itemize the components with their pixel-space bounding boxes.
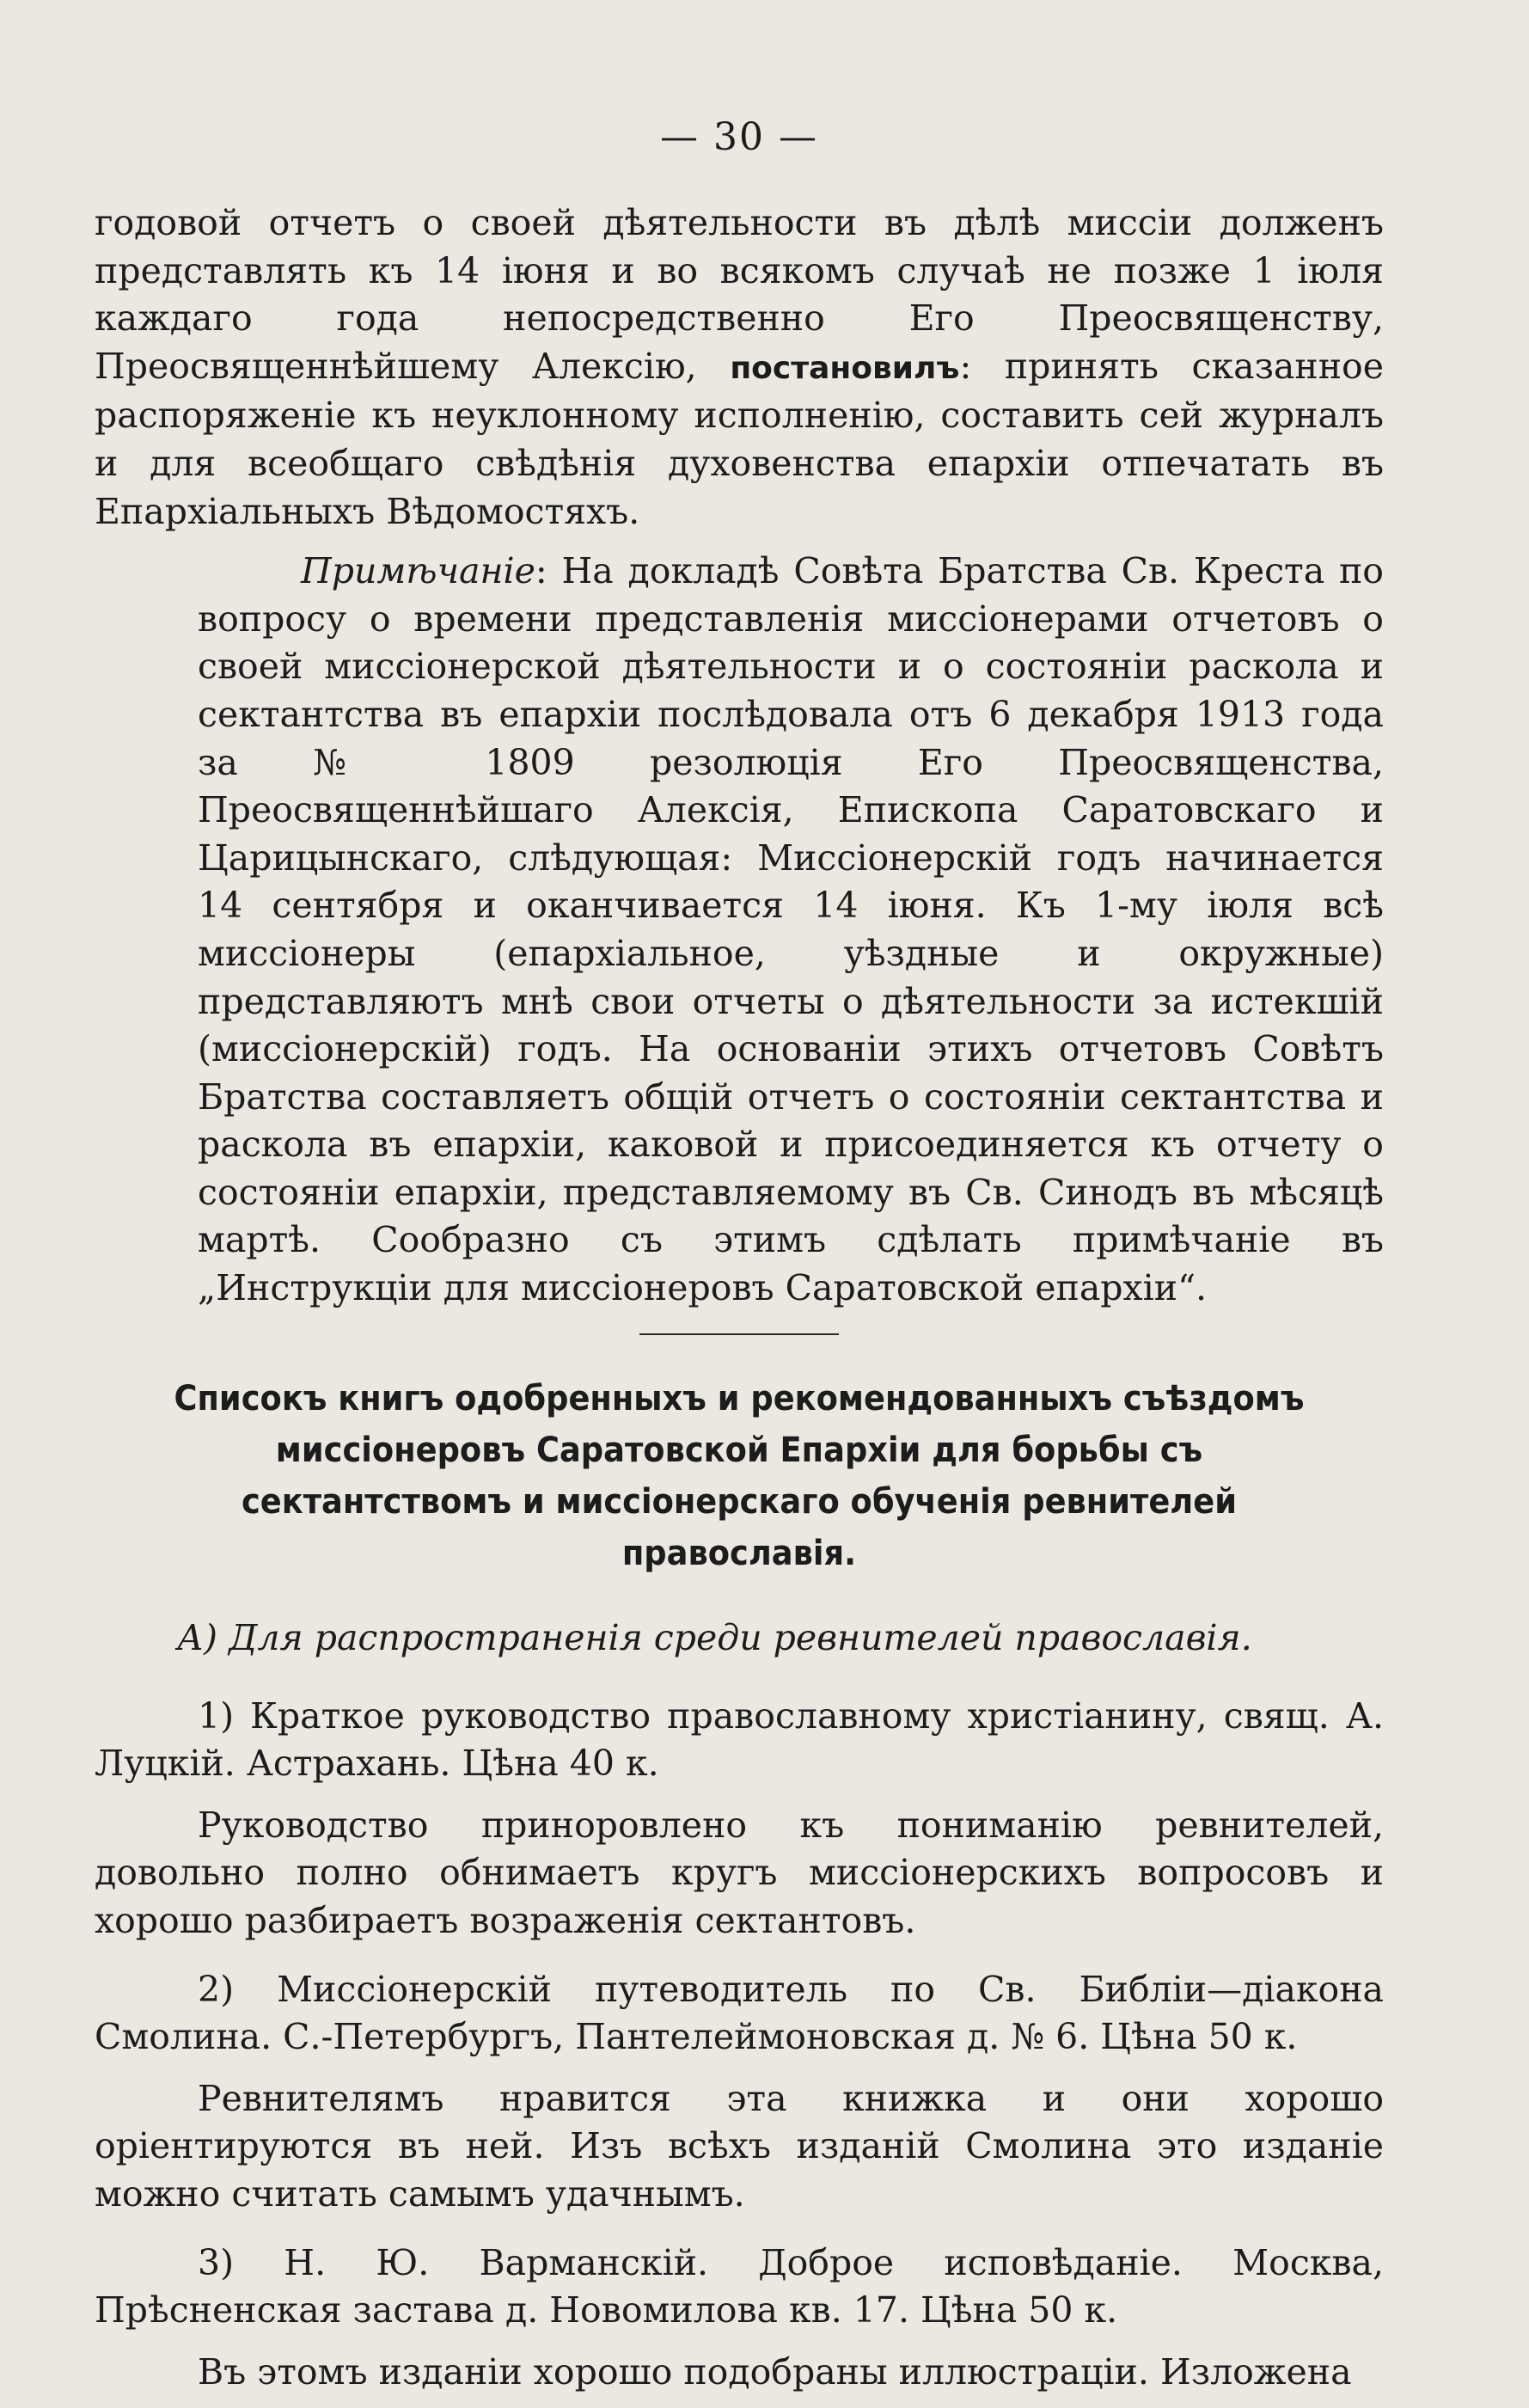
journal-text-before: годовой отчетъ о своей дѣятельности въ дѣлѣ миссіи долженъ представлять къ 14 іюня и во всякомъ случаѣ не позже 1 іюля каждаго года непосредственно Его Преосвященству, Преосвященнѣйшему Алексію, — [95, 202, 1384, 387]
section-subheading: А) Для распространенія среди ревнителей православія. — [177, 1616, 1252, 1658]
resolved-word: постановилъ — [730, 350, 960, 386]
book-comment-3: Въ этомъ изданіи хорошо подобраны иллюстраціи. Изложена — [198, 2350, 1352, 2393]
note-text: : На докладѣ Совѣта Братства Св. Креста по вопросу о времени представленія миссіонерами отчетовъ о своей миссіонерской дѣятельности и о состояніи раскола и сектантства въ епархіи послѣдовала отъ 6 декабря 1913 года за № 1809 резолюція Его Преосвященства, Преосвященнѣйшаго Алексія, Епископа Саратовскаго и Царицынскаго, слѣдующая: Миссіонерскій годъ начинается 14 сентября и оканчивается 14 іюня. Къ 1-му іюля всѣ миссіонеры (епархіальное, уѣздные и окружные) представляютъ мнѣ свои отчеты о дѣятельности за истекшій (миссіонерскій) годъ. На основаніи этихъ отчетовъ Совѣтъ Братства составляетъ общій отчетъ о состояніи сектантства и раскола въ епархіи, каковой и присоединяется къ отчету о состояніи епархіи, представляемому въ Св. Синодъ въ мѣсяцѣ мартѣ. Сообразно съ этимъ сдѣлать примѣчаніе въ „Инструкціи для миссіонеровъ Саратовской епархіи“. — [198, 550, 1384, 1309]
note-label: Примѣчаніе — [301, 550, 535, 592]
book-entry-3: 3) Н. Ю. Варманскій. Доброе исповѣданіе. Москва, Прѣсненская застава д. Новомилова кв. 17. Цѣна 50 к. — [95, 2241, 1384, 2331]
journal-text-after: : принять сказанное распоряженіе къ неуклонному исполненію, составить сей журналъ и для всеобщаго свѣдѣнія духовенства епархіи отпечатать въ Епархіальныхъ Вѣдомостяхъ. — [95, 345, 1384, 532]
journal-resolution-paragraph — [95, 199, 1384, 536]
note-paragraph — [198, 548, 1384, 1313]
section-divider — [639, 1333, 839, 1335]
book-entry-2: 2) Миссіонерскій путеводитель по Св. Библіи—діакона Смолина. С.-Петербургъ, Пантелеймоновская д. № 6. Цѣна 50 к. — [95, 1968, 1384, 2058]
section-title: Списокъ книгъ одобренныхъ и рекомендованныхъ съѣздомъ миссіонеровъ Саратовской Епархіи для борьбы съ сектантствомъ и миссіонерскаго обученія ревнителей православія. — [174, 1378, 1305, 1573]
book-comment-1: Руководство приноровлено къ пониманію ревнителей, довольно полно обнимаетъ кругъ миссіонерскихъ вопросовъ и хорошо разбираетъ возраженія сектантовъ. — [95, 1804, 1384, 1942]
page-number: — 30 — — [660, 115, 818, 159]
document-page — [95, 112, 1384, 2396]
book-comment-2: Ревнителямъ нравится эта книжка и они хорошо оріентируются въ ней. Изъ всѣхъ изданій Смолина это изданіе можно считать самымъ удачнымъ. — [95, 2077, 1384, 2215]
book-entry-1: 1) Краткое руководство православному христіанину, свящ. А. Луцкій. Астрахань. Цѣна 40 к. — [95, 1694, 1384, 1785]
